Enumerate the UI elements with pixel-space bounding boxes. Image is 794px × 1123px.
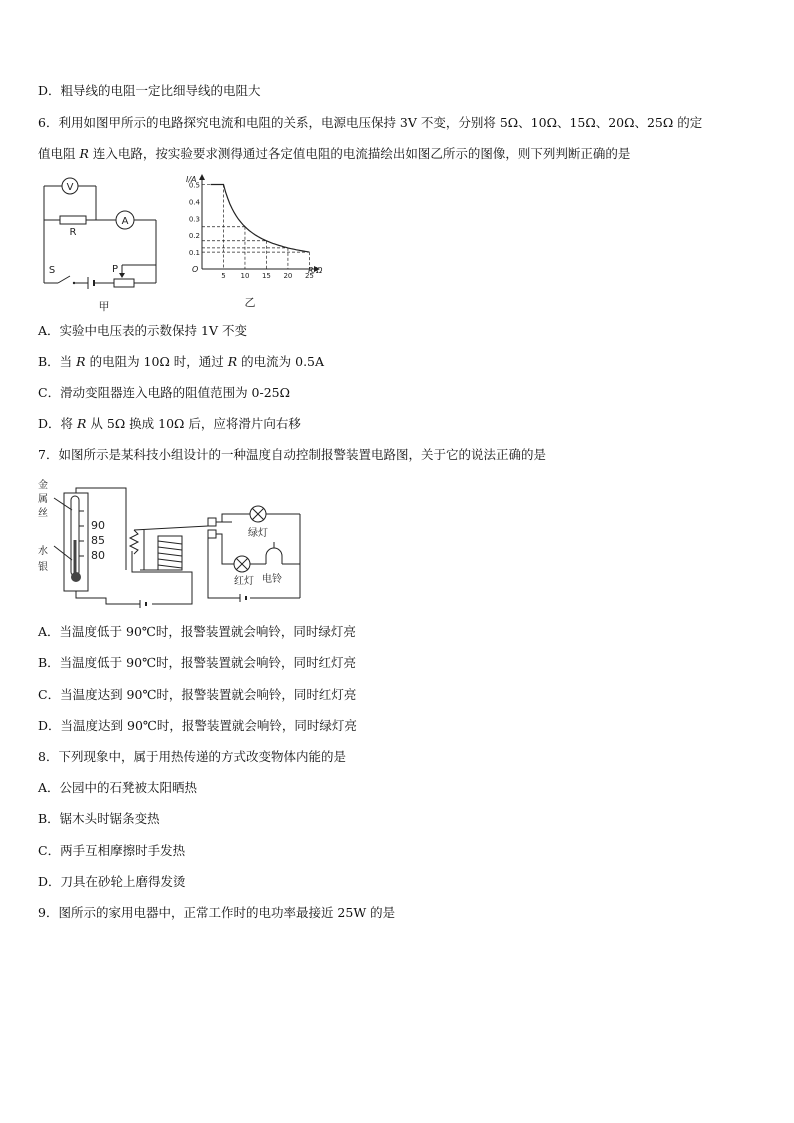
q7-option-b: B．当温度低于 90℃时，报警装置就会响铃，同时红灯亮 — [38, 655, 357, 670]
green-lamp-label: 绿灯 — [248, 528, 268, 539]
q8-option-b: B．锯木头时锯条变热 — [38, 811, 160, 826]
text: 的电流为 0.5A — [237, 354, 325, 369]
slider-arrow-icon — [119, 273, 125, 278]
q6-option-b — [38, 354, 324, 370]
ammeter-label: A — [121, 216, 129, 227]
slider-label: P — [111, 264, 119, 275]
temp-mark-80: 80 — [91, 549, 105, 562]
var-r: R — [77, 416, 87, 431]
origin-label: O — [192, 265, 199, 274]
text: B．当 — [38, 354, 77, 369]
spring — [130, 530, 138, 554]
voltmeter-label: V — [66, 182, 74, 193]
q8-option-a: A．公园中的石凳被太阳晒热 — [38, 780, 198, 795]
x-tick-label: 20 — [283, 272, 293, 280]
text: 连入电路，按实验要求测得通过各定值电阻的电流描绘出如图乙所示的图像，则下列判断正确的是 — [88, 146, 631, 161]
resistor-label: R — [69, 227, 77, 238]
y-tick-label: 0.3 — [188, 215, 200, 224]
temp-mark-90: 90 — [91, 519, 105, 532]
q5-option-d: D．粗导线的电阻一定比细导线的电阻大 — [38, 83, 261, 98]
y-tick-label: 0.4 — [188, 198, 200, 207]
y-axis-label: I/A — [186, 175, 197, 184]
x-axis-label: R/Ω — [308, 266, 323, 275]
y-tick-label: 0.2 — [188, 232, 200, 241]
y-tick-label: 0.1 — [188, 249, 200, 258]
bell-label: 电铃 — [262, 574, 282, 585]
var-r: R — [227, 354, 238, 369]
graph-yi — [184, 172, 329, 312]
x-tick-label: 5 — [221, 272, 226, 280]
q6-stem-line2 — [38, 146, 630, 162]
q6-option-a: A．实验中电压表的示数保持 1V 不变 — [38, 323, 247, 338]
text: D．将 — [38, 416, 77, 431]
label-mercury-2: 银 — [38, 562, 48, 573]
x-tick-label: 15 — [261, 272, 271, 280]
y-tick-label: 0.5 — [188, 181, 200, 190]
x-tick-label: 25 — [304, 272, 314, 280]
red-lamp-label: 红灯 — [234, 576, 254, 587]
q9-stem: 9．图所示的家用电器中，正常工作时的电功率最接近 25W 的是 — [38, 905, 396, 920]
q7-option-a: A．当温度低于 90℃时，报警装置就会响铃，同时绿灯亮 — [38, 624, 356, 639]
var-r: R — [76, 354, 86, 369]
text: 值电阻 — [38, 146, 80, 161]
q6-option-c: C．滑动变阻器连入电路的阻值范围为 0-25Ω — [38, 385, 290, 400]
label-metal-3: 丝 — [38, 508, 48, 519]
circuit-diagram-jia — [36, 172, 166, 317]
temp-mark-85: 85 — [91, 534, 105, 547]
y-axis-arrow-icon — [199, 174, 205, 180]
bell-icon — [266, 548, 282, 564]
q7-option-d: D．当温度达到 90℃时，报警装置就会响铃，同时绿灯亮 — [38, 718, 357, 733]
label-metal-2: 属 — [38, 494, 48, 505]
text: 的电阻为 10Ω 时，通过 — [85, 354, 228, 369]
q6-option-d — [38, 416, 301, 432]
var-r: R — [79, 146, 89, 161]
q7-option-c: C．当温度达到 90℃时，报警装置就会响铃，同时红灯亮 — [38, 687, 357, 702]
switch-label: S — [48, 265, 56, 276]
label-metal-1: 金 — [38, 480, 48, 491]
q8-option-d: D．刀具在砂轮上磨得发烫 — [38, 874, 186, 889]
x-tick-label: 10 — [240, 272, 250, 280]
text: 从 5Ω 换成 10Ω 后，应将滑片向右移 — [86, 416, 301, 431]
label-mercury-1: 水 — [38, 546, 48, 557]
figure-caption-jia: 甲 — [98, 300, 110, 313]
q8-option-c: C．两手互相摩擦时手发热 — [38, 843, 186, 858]
figure-caption-yi: 乙 — [244, 296, 256, 309]
q8-stem: 8．下列现象中，属于用热传递的方式改变物体内能的是 — [38, 749, 346, 764]
alarm-circuit-diagram — [36, 476, 314, 612]
q7-stem: 7．如图所示是某科技小组设计的一种温度自动控制报警装置电路图，关于它的说法正确的是 — [38, 447, 546, 462]
q6-stem-line1: 6．利用如图甲所示的电路探究电流和电阻的关系，电源电压保持 3V 不变，分别将 5Ω、10Ω、15Ω、20Ω、25Ω 的定 — [38, 115, 703, 130]
series-curve — [211, 185, 310, 253]
